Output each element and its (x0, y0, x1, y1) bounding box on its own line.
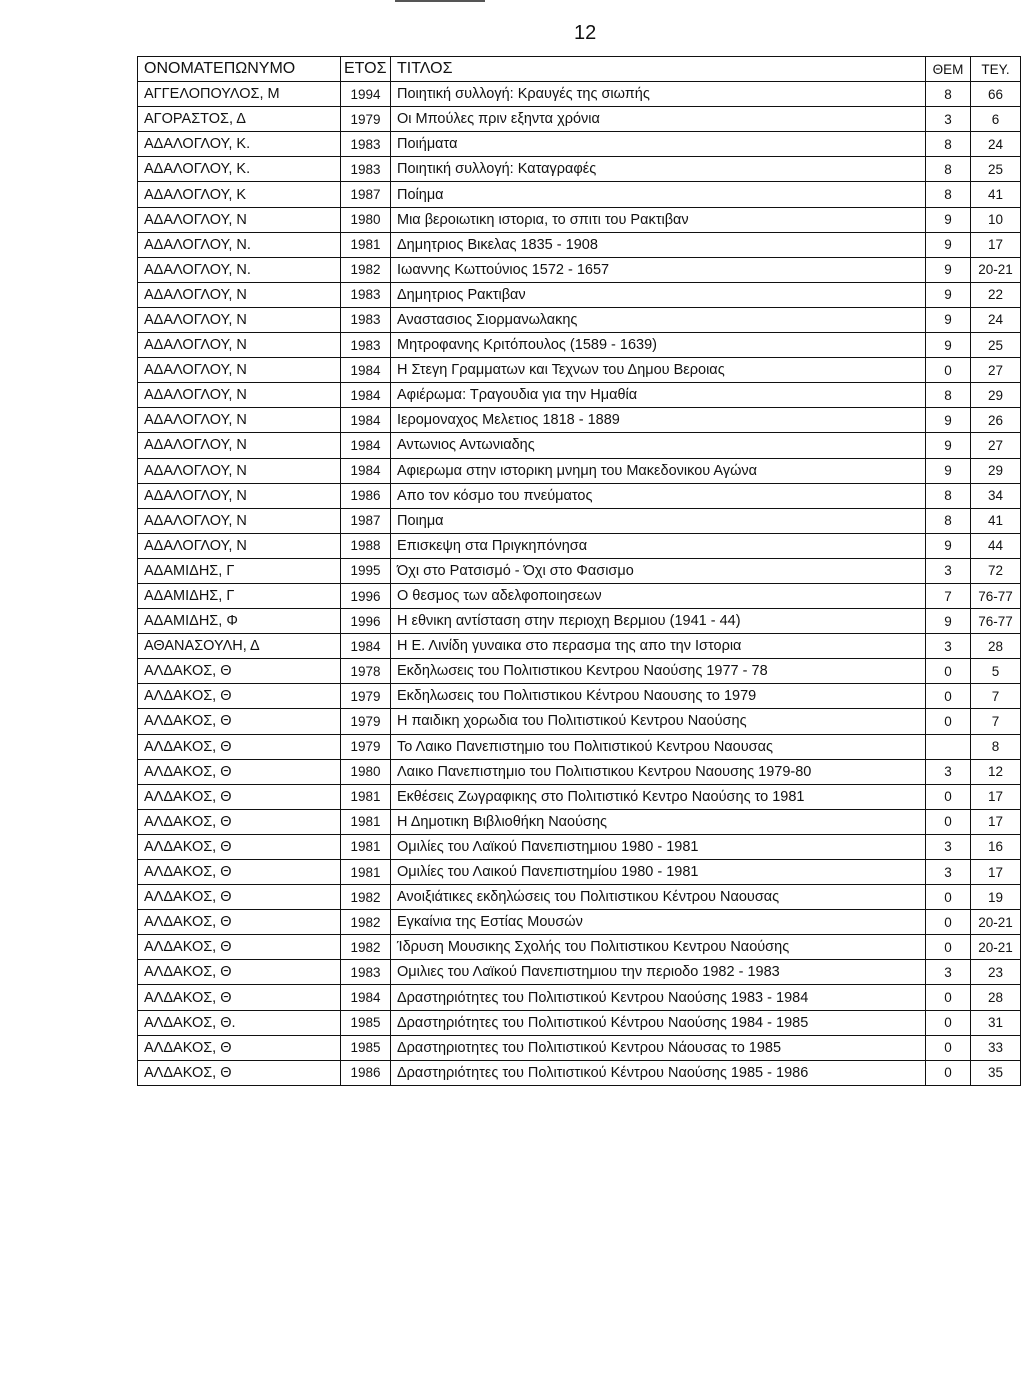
cell-author: ΑΛΔΑΚΟΣ, Θ (138, 860, 341, 885)
cell-theme: 0 (926, 885, 971, 910)
table-row (138, 157, 1021, 182)
cell-title: Αναστασιος Σιορμανωλακης (391, 307, 926, 332)
cell-title: Απο τον κόσμο του πνεύματος (391, 483, 926, 508)
cell-title: Όχι στο Ρατσισμό - Όχι στο Φασισμο (391, 558, 926, 583)
cell-issue: 41 (971, 182, 1021, 207)
table-row (138, 433, 1021, 458)
cell-theme: 7 (926, 583, 971, 608)
cell-title: Ποιητική συλλογή: Κραυγές της σιωπής (391, 82, 926, 107)
cell-issue: 7 (971, 684, 1021, 709)
cell-title: Εκθέσεις Ζωγραφικης στο Πολιτιστικό Κεντρο Ναούσης το 1981 (391, 784, 926, 809)
cell-title: Ιερομοναχος Μελετιος 1818 - 1889 (391, 408, 926, 433)
table-row (138, 784, 1021, 809)
cell-theme: 9 (926, 458, 971, 483)
table-row (138, 860, 1021, 885)
cell-title: Οι Μπούλες πριν εξηντα χρόνια (391, 107, 926, 132)
cell-title: Η παιδικη χορωδια του Πολιτιστικού Κεντρου Ναούσης (391, 709, 926, 734)
cell-theme: 9 (926, 333, 971, 358)
cell-author: ΑΔΑΛΟΓΛΟΥ, Ν (138, 358, 341, 383)
header-issue: ΤΕΥ. (971, 57, 1021, 82)
cell-theme: 3 (926, 960, 971, 985)
cell-theme: 0 (926, 659, 971, 684)
cell-theme: 9 (926, 533, 971, 558)
cell-issue: 20-21 (971, 935, 1021, 960)
cell-year: 1984 (341, 634, 391, 659)
cell-issue: 27 (971, 358, 1021, 383)
cell-title: Ιωαννης Κωττούνιος 1572 - 1657 (391, 257, 926, 282)
cell-title: Η Ε. Λινίδη γυναικα στο περασμα της απο την Ιστορια (391, 634, 926, 659)
cell-year: 1981 (341, 834, 391, 859)
cell-year: 1983 (341, 307, 391, 332)
table-row (138, 207, 1021, 232)
cell-issue: 29 (971, 458, 1021, 483)
cell-author: ΑΔΑΛΟΓΛΟΥ, Ν (138, 333, 341, 358)
cell-issue: 72 (971, 558, 1021, 583)
cell-issue: 24 (971, 132, 1021, 157)
table-row (138, 834, 1021, 859)
cell-theme: 9 (926, 307, 971, 332)
cell-year: 1979 (341, 684, 391, 709)
cell-title: Η Δημοτικη Βιβλιοθήκη Ναούσης (391, 809, 926, 834)
cell-theme: 0 (926, 1010, 971, 1035)
header-title: ΤΙΤΛΟΣ (391, 57, 926, 82)
cell-issue: 25 (971, 333, 1021, 358)
table-row (138, 82, 1021, 107)
cell-theme: 0 (926, 1035, 971, 1060)
cell-theme: 0 (926, 809, 971, 834)
cell-author: ΑΓΓΕΛΟΠΟΥΛΟΣ, Μ (138, 82, 341, 107)
table-row (138, 483, 1021, 508)
cell-author: ΑΔΑΛΟΓΛΟΥ, Κ (138, 182, 341, 207)
cell-issue: 76-77 (971, 609, 1021, 634)
cell-year: 1982 (341, 910, 391, 935)
cell-title: Ποιητική συλλογή: Καταγραφές (391, 157, 926, 182)
cell-title: Ποιήματα (391, 132, 926, 157)
cell-title: Δραστηριότητες του Πολιτιστικού Κέντρου Ναούσης 1985 - 1986 (391, 1060, 926, 1085)
cell-author: ΑΔΑΛΟΓΛΟΥ, Ν (138, 408, 341, 433)
cell-issue: 8 (971, 734, 1021, 759)
cell-author: ΑΔΑΜΙΔΗΣ, Φ (138, 609, 341, 634)
cell-year: 1983 (341, 960, 391, 985)
cell-title: Λαικο Πανεπιστημιο του Πολιτιστικου Κεντρου Ναουσης 1979-80 (391, 759, 926, 784)
table-row (138, 910, 1021, 935)
cell-title: Ίδρυση Μουσικης Σχολής του Πολιτιστικου Κεντρου Ναούσης (391, 935, 926, 960)
cell-year: 1981 (341, 784, 391, 809)
cell-issue: 5 (971, 659, 1021, 684)
cell-title: Ποίημα (391, 182, 926, 207)
cell-title: Ομιλίες του Λαϊκού Πανεπιστημιου 1980 - 1981 (391, 834, 926, 859)
cell-author: ΑΛΔΑΚΟΣ, Θ (138, 834, 341, 859)
cell-title: Αφιερωμα στην ιστορικη μνημη του Μακεδονικου Αγώνα (391, 458, 926, 483)
table-row (138, 533, 1021, 558)
cell-theme: 8 (926, 182, 971, 207)
cell-author: ΑΔΑΛΟΓΛΟΥ, Ν (138, 383, 341, 408)
table-row (138, 809, 1021, 834)
cell-issue: 28 (971, 634, 1021, 659)
cell-author: ΑΛΔΑΚΟΣ, Θ. (138, 1010, 341, 1035)
table-row (138, 1035, 1021, 1060)
cell-issue: 33 (971, 1035, 1021, 1060)
cell-theme: 3 (926, 634, 971, 659)
cell-author: ΑΛΔΑΚΟΣ, Θ (138, 885, 341, 910)
cell-author: ΑΛΔΑΚΟΣ, Θ (138, 784, 341, 809)
cell-title: Ανοιξιάτικες εκδηλώσεις του Πολιτιστικου Κέντρου Ναουσας (391, 885, 926, 910)
cell-issue: 10 (971, 207, 1021, 232)
cell-theme: 9 (926, 207, 971, 232)
cell-theme: 9 (926, 408, 971, 433)
cell-author: ΑΔΑΛΟΓΛΟΥ, Ν (138, 282, 341, 307)
table-row (138, 107, 1021, 132)
table-row (138, 182, 1021, 207)
cell-author: ΑΛΔΑΚΟΣ, Θ (138, 1060, 341, 1085)
cell-issue: 16 (971, 834, 1021, 859)
cell-title: Μητροφανης Κριτόπουλος (1589 - 1639) (391, 333, 926, 358)
cell-issue: 17 (971, 232, 1021, 257)
cell-issue: 17 (971, 809, 1021, 834)
cell-author: ΑΔΑΛΟΓΛΟΥ, Κ. (138, 132, 341, 157)
cell-author: ΑΔΑΛΟΓΛΟΥ, Κ. (138, 157, 341, 182)
cell-author: ΑΘΑΝΑΣΟΥΛΗ, Δ (138, 634, 341, 659)
cell-year: 1985 (341, 1010, 391, 1035)
cell-year: 1982 (341, 885, 391, 910)
cell-title: Ομιλίες του Λαικού Πανεπιστημίου 1980 - 1981 (391, 860, 926, 885)
cell-author: ΑΔΑΛΟΓΛΟΥ, Ν (138, 533, 341, 558)
cell-year: 1983 (341, 282, 391, 307)
cell-theme: 0 (926, 709, 971, 734)
table-row (138, 232, 1021, 257)
cell-author: ΑΛΔΑΚΟΣ, Θ (138, 709, 341, 734)
cell-issue: 31 (971, 1010, 1021, 1035)
cell-theme: 9 (926, 433, 971, 458)
cell-theme: 9 (926, 257, 971, 282)
table-row (138, 885, 1021, 910)
cell-title: Η εθνικη αντίσταση στην περιοχη Βερμιου (1941 - 44) (391, 609, 926, 634)
cell-year: 1984 (341, 458, 391, 483)
cell-author: ΑΔΑΛΟΓΛΟΥ, Ν (138, 458, 341, 483)
cell-author: ΑΔΑΜΙΔΗΣ, Γ (138, 558, 341, 583)
cell-author: ΑΛΔΑΚΟΣ, Θ (138, 684, 341, 709)
cell-title: Αντωνιος Αντωνιαδης (391, 433, 926, 458)
header-author: ΟΝΟΜΑΤΕΠΩΝΥΜΟ (138, 57, 341, 82)
table-row (138, 383, 1021, 408)
cell-year: 1980 (341, 759, 391, 784)
cell-title: Δημητριος Βικελας 1835 - 1908 (391, 232, 926, 257)
cell-title: Μια βεροιωτικη ιστορια, το σπιτι του Ρακτιβαν (391, 207, 926, 232)
cell-issue: 17 (971, 860, 1021, 885)
cell-author: ΑΛΔΑΚΟΣ, Θ (138, 734, 341, 759)
cell-theme: 3 (926, 107, 971, 132)
cell-title: Ποιημα (391, 508, 926, 533)
table-row (138, 508, 1021, 533)
table-row (138, 734, 1021, 759)
table-row (138, 935, 1021, 960)
cell-title: Εγκαίνια της Εστίας Μουσών (391, 910, 926, 935)
cell-year: 1978 (341, 659, 391, 684)
cell-year: 1984 (341, 433, 391, 458)
table-row (138, 709, 1021, 734)
cell-title: Δραστηριοτητες του Πολιτιστικού Κεντρου Νάουσας το 1985 (391, 1035, 926, 1060)
cell-title: Ομιλιες του Λαϊκού Πανεπιστημιου την περιοδο 1982 - 1983 (391, 960, 926, 985)
cell-issue: 76-77 (971, 583, 1021, 608)
cell-title: Επισκεψη στα Πριγκηπόνησα (391, 533, 926, 558)
cell-year: 1987 (341, 508, 391, 533)
cell-author: ΑΔΑΛΟΓΛΟΥ, Ν. (138, 232, 341, 257)
cell-author: ΑΛΔΑΚΟΣ, Θ (138, 1035, 341, 1060)
top-edge-line (395, 0, 485, 2)
cell-author: ΑΔΑΛΟΓΛΟΥ, Ν (138, 483, 341, 508)
cell-issue: 6 (971, 107, 1021, 132)
cell-title: Εκδηλωσεις του Πολιτιστικου Κέντρου Ναουσης το 1979 (391, 684, 926, 709)
cell-theme: 0 (926, 784, 971, 809)
cell-theme: 8 (926, 483, 971, 508)
cell-issue: 19 (971, 885, 1021, 910)
cell-issue: 27 (971, 433, 1021, 458)
cell-title: Δημητριος Ρακτιβαν (391, 282, 926, 307)
table-row (138, 659, 1021, 684)
cell-theme: 9 (926, 232, 971, 257)
cell-theme: 8 (926, 157, 971, 182)
table-row (138, 282, 1021, 307)
table-row (138, 558, 1021, 583)
cell-title: Δραστηριότητες του Πολιτιστικού Κέντρου Ναούσης 1984 - 1985 (391, 1010, 926, 1035)
cell-year: 1981 (341, 232, 391, 257)
cell-issue: 25 (971, 157, 1021, 182)
cell-author: ΑΔΑΛΟΓΛΟΥ, Ν (138, 433, 341, 458)
cell-year: 1980 (341, 207, 391, 232)
cell-issue: 24 (971, 307, 1021, 332)
cell-author: ΑΔΑΛΟΓΛΟΥ, Ν (138, 508, 341, 533)
cell-theme: 9 (926, 282, 971, 307)
table-row (138, 583, 1021, 608)
header-theme: ΘΕΜ (926, 57, 971, 82)
table-row (138, 609, 1021, 634)
cell-issue: 28 (971, 985, 1021, 1010)
cell-year: 1982 (341, 935, 391, 960)
cell-issue: 44 (971, 533, 1021, 558)
cell-year: 1987 (341, 182, 391, 207)
cell-year: 1979 (341, 709, 391, 734)
cell-author: ΑΛΔΑΚΟΣ, Θ (138, 985, 341, 1010)
cell-issue: 41 (971, 508, 1021, 533)
cell-year: 1996 (341, 609, 391, 634)
index-table (137, 56, 1021, 1086)
table-row (138, 684, 1021, 709)
cell-author: ΑΔΑΜΙΔΗΣ, Γ (138, 583, 341, 608)
cell-issue: 66 (971, 82, 1021, 107)
table-row (138, 408, 1021, 433)
header-row (138, 57, 1021, 82)
cell-theme: 8 (926, 82, 971, 107)
cell-author: ΑΔΑΛΟΓΛΟΥ, Ν. (138, 257, 341, 282)
cell-issue: 7 (971, 709, 1021, 734)
cell-author: ΑΛΔΑΚΟΣ, Θ (138, 759, 341, 784)
table-row (138, 960, 1021, 985)
table-row (138, 759, 1021, 784)
cell-year: 1984 (341, 408, 391, 433)
cell-issue: 35 (971, 1060, 1021, 1085)
cell-year: 1986 (341, 483, 391, 508)
table-row (138, 1010, 1021, 1035)
cell-theme: 9 (926, 609, 971, 634)
cell-year: 1979 (341, 734, 391, 759)
cell-issue: 26 (971, 408, 1021, 433)
table-row (138, 333, 1021, 358)
cell-author: ΑΓΟΡΑΣΤΟΣ, Δ (138, 107, 341, 132)
cell-theme (926, 734, 971, 759)
cell-year: 1981 (341, 809, 391, 834)
cell-title: Εκδηλωσεις του Πολιτιστικου Κεντρου Ναούσης 1977 - 78 (391, 659, 926, 684)
cell-year: 1986 (341, 1060, 391, 1085)
cell-title: Αφιέρωμα: Τραγουδια για την Ημαθία (391, 383, 926, 408)
cell-author: ΑΔΑΛΟΓΛΟΥ, Ν (138, 307, 341, 332)
cell-author: ΑΛΔΑΚΟΣ, Θ (138, 960, 341, 985)
cell-author: ΑΔΑΛΟΓΛΟΥ, Ν (138, 207, 341, 232)
cell-year: 1984 (341, 383, 391, 408)
table-row (138, 358, 1021, 383)
cell-year: 1983 (341, 157, 391, 182)
table-row (138, 1060, 1021, 1085)
cell-author: ΑΛΔΑΚΟΣ, Θ (138, 935, 341, 960)
cell-title: Ο θεσμος των αδελφοποιησεων (391, 583, 926, 608)
table-row (138, 307, 1021, 332)
cell-year: 1984 (341, 985, 391, 1010)
cell-year: 1983 (341, 333, 391, 358)
cell-issue: 34 (971, 483, 1021, 508)
table-row (138, 132, 1021, 157)
table-row (138, 634, 1021, 659)
cell-theme: 0 (926, 1060, 971, 1085)
cell-issue: 20-21 (971, 257, 1021, 282)
cell-title: Η Στεγη Γραμματων και Τεχνων του Δημου Βεροιας (391, 358, 926, 383)
page-number: 12 (574, 22, 597, 44)
table-row (138, 458, 1021, 483)
cell-theme: 8 (926, 132, 971, 157)
cell-year: 1994 (341, 82, 391, 107)
cell-issue: 23 (971, 960, 1021, 985)
cell-theme: 8 (926, 508, 971, 533)
cell-year: 1985 (341, 1035, 391, 1060)
cell-year: 1983 (341, 132, 391, 157)
cell-author: ΑΛΔΑΚΟΣ, Θ (138, 659, 341, 684)
cell-year: 1981 (341, 860, 391, 885)
cell-year: 1979 (341, 107, 391, 132)
cell-theme: 3 (926, 834, 971, 859)
cell-theme: 0 (926, 910, 971, 935)
cell-year: 1996 (341, 583, 391, 608)
cell-issue: 22 (971, 282, 1021, 307)
cell-issue: 17 (971, 784, 1021, 809)
cell-theme: 0 (926, 935, 971, 960)
cell-issue: 20-21 (971, 910, 1021, 935)
cell-theme: 3 (926, 558, 971, 583)
cell-year: 1995 (341, 558, 391, 583)
header-year: ΕΤΟΣ (341, 57, 391, 82)
cell-title: Το Λαικο Πανεπιστημιο του Πολιτιστικού Κεντρου Ναουσας (391, 734, 926, 759)
cell-year: 1982 (341, 257, 391, 282)
cell-theme: 3 (926, 860, 971, 885)
cell-issue: 29 (971, 383, 1021, 408)
cell-issue: 12 (971, 759, 1021, 784)
cell-theme: 3 (926, 759, 971, 784)
table-row (138, 257, 1021, 282)
cell-year: 1988 (341, 533, 391, 558)
cell-theme: 0 (926, 985, 971, 1010)
cell-theme: 0 (926, 684, 971, 709)
cell-year: 1984 (341, 358, 391, 383)
cell-author: ΑΛΔΑΚΟΣ, Θ (138, 910, 341, 935)
table-row (138, 985, 1021, 1010)
cell-theme: 8 (926, 383, 971, 408)
cell-theme: 0 (926, 358, 971, 383)
cell-title: Δραστηριότητες του Πολιτιστικού Κεντρου Ναούσης 1983 - 1984 (391, 985, 926, 1010)
cell-author: ΑΛΔΑΚΟΣ, Θ (138, 809, 341, 834)
